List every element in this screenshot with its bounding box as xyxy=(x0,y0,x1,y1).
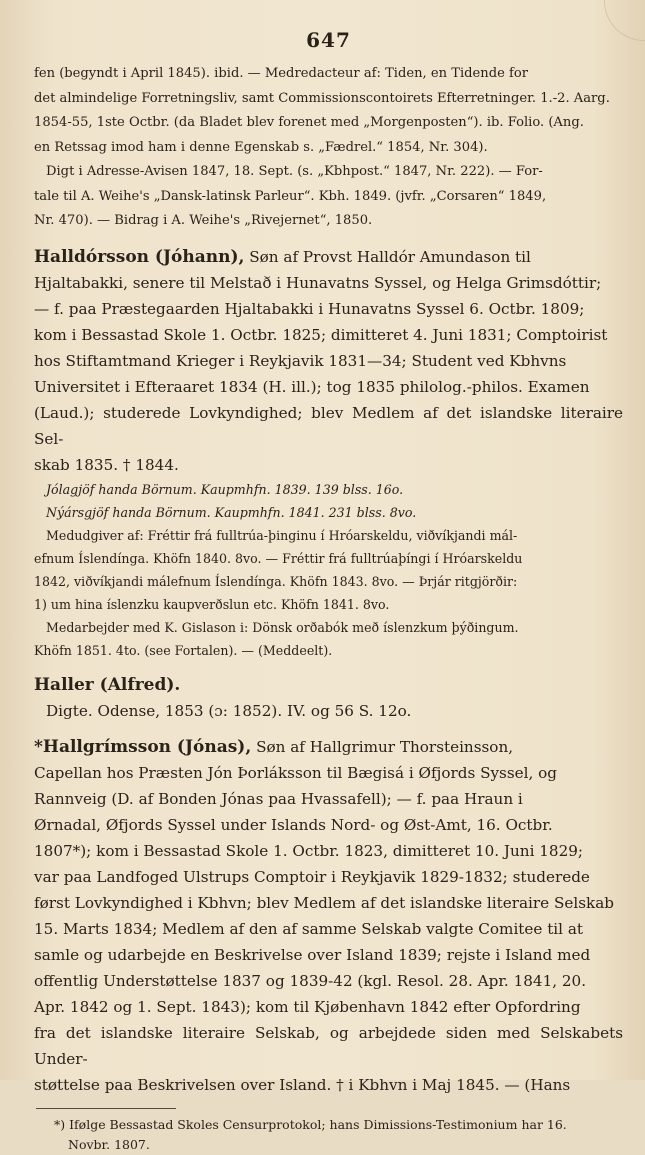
footnote-divider xyxy=(36,1108,176,1109)
bib-item: 1842, viðvíkjandi málefnum Íslendínga. Khöfn 1843. 8vo. — Þrjár ritgjörðir: xyxy=(34,573,518,589)
text-line: tale til A. Weihe's „Dansk-latinsk Parleur“. Kbh. 1849. (jvfr. „Corsaren“ 1849, xyxy=(34,188,547,204)
bib-item: Medarbejder med K. Gislason i: Dönsk orðabók með íslenzkum þýðingum. xyxy=(46,619,519,635)
entry-name: Halldórsson (Jóhann), xyxy=(34,246,245,267)
bibliography-halldorsson xyxy=(34,478,623,662)
text-line: — f. paa Præstegaarden Hjaltabakki i Hunavatns Syssel 6. Octbr. 1809; xyxy=(34,299,585,318)
bib-item: Medudgiver af: Fréttir frá fulltrúa-þinginu í Hróarskeldu, viðvíkjandi mál- xyxy=(46,527,518,543)
text-line: skab 1835. † 1844. xyxy=(34,455,179,474)
footnote xyxy=(34,1115,623,1155)
text-line: (Laud.); studerede Lovkyndighed; blev Medlem af det islandske literaire Sel- xyxy=(34,403,623,448)
intro-continuation xyxy=(34,62,623,234)
text-line: fra det islandske literaire Selskab, og arbejdede siden med Selskabets Under- xyxy=(34,1023,623,1068)
bib-item: Khöfn 1851. 4to. (see Fortalen). — (Meddeelt). xyxy=(34,642,333,658)
text-line: fen (begyndt i April 1845). ibid. — Medredacteur af: Tiden, en Tidende for xyxy=(34,66,528,81)
text-line: Universitet i Efteraaret 1834 (H. ill.); tog 1835 philolog.-philos. Examen xyxy=(34,377,590,396)
text-line: offentlig Understøttelse 1837 og 1839-42 (kgl. Resol. 28. Apr. 1841, 20. xyxy=(34,971,587,990)
text-line: Nr. 470). — Bidrag i A. Weihe's „Rivejernet“, 1850. xyxy=(34,213,373,228)
text-line: støttelse paa Beskrivelsen over Island. † i Kbhvn i Maj 1845. — (Hans xyxy=(34,1075,571,1094)
text-line: var paa Landfoged Ulstrups Comptoir i Reykjavik 1829-1832; studerede xyxy=(34,867,590,886)
text-line: først Lovkyndighed i Kbhvn; blev Medlem af det islandske literaire Selskab xyxy=(34,893,614,912)
text-line: kom i Bessastad Skole 1. Octbr. 1825; dimitteret 4. Juni 1831; Comptoirist xyxy=(34,325,608,344)
text-line: Capellan hos Præsten Jón Þorláksson til Bægisá i Øfjords Syssel, og xyxy=(34,763,558,782)
text-line: Rannveig (D. af Bonden Jónas paa Hvassafell); — f. paa Hraun i xyxy=(34,789,523,808)
text-line: 1854-55, 1ste Octbr. (da Bladet blev forenet med „Morgenposten“). ib. Folio. (Ang. xyxy=(34,115,584,130)
footnote-line: *) Ifølge Bessastad Skoles Censurprotokol; hans Dimissions-Testimonium har 16. xyxy=(54,1116,567,1132)
text-line: en Retssag imod ham i denne Egenskab s. „Fædrel.“ 1854, Nr. 304). xyxy=(34,139,488,155)
entry-hallgrimsson xyxy=(34,734,623,1098)
text-line: Apr. 1842 og 1. Sept. 1843); kom til Kjøbenhavn 1842 efter Opfordring xyxy=(34,997,581,1016)
text-line: Søn af Hallgrimur Thorsteinsson, xyxy=(256,737,514,756)
text-line: det almindelige Forretningsliv, samt Commissionscontoirets Efterretninger. 1.-2. Aarg. xyxy=(34,90,610,106)
text-line: Digte. Odense, 1853 (ɔ: 1852). IV. og 56 S. 12o. xyxy=(46,701,412,720)
footnote-line: Novbr. 1807. xyxy=(68,1136,150,1152)
entry-name: Haller (Alfred). xyxy=(34,674,181,695)
text-line: 1807*); kom i Bessastad Skole 1. Octbr. 1823, dimitteret 10. Juni 1829; xyxy=(34,841,584,860)
text-line: Hjaltabakki, senere til Melstað i Hunavatns Syssel, og Helga Grimsdóttir; xyxy=(34,273,602,292)
text-line: Ørnadal, Øfjords Syssel under Islands Nord- og Øst-Amt, 16. Octbr. xyxy=(34,815,553,834)
bib-item: efnum Íslendínga. Khöfn 1840. 8vo. — Fréttir frá fulltrúaþíngi í Hróarskeldu xyxy=(34,550,523,566)
text-line: samle og udarbejde en Beskrivelse over Island 1839; rejste i Island med xyxy=(34,945,591,964)
page-number: 647 xyxy=(306,28,351,52)
entry-haller xyxy=(34,672,623,724)
bib-item: Nýársgjöf handa Börnum. Kaupmhfn. 1841. 231 blss. 8vo. xyxy=(46,504,417,520)
entry-halldorsson xyxy=(34,244,623,478)
text-line: 15. Marts 1834; Medlem af den af samme Selskab valgte Comitee til at xyxy=(34,919,584,938)
entry-name: *Hallgrímsson (Jónas), xyxy=(34,736,252,757)
text-line: Søn af Provst Halldór Amundason til xyxy=(249,247,531,266)
bib-item: 1) um hina íslenzku kaupverðslun etc. Khöfn 1841. 8vo. xyxy=(34,596,390,612)
bib-item: Jólagjöf handa Börnum. Kaupmhfn. 1839. 139 blss. 16o. xyxy=(46,481,404,497)
text-line: Digt i Adresse-Avisen 1847, 18. Sept. (s. „Kbhpost.“ 1847, Nr. 222). — For- xyxy=(46,164,543,179)
text-line: hos Stiftamtmand Krieger i Reykjavik 1831—34; Student ved Kbhvns xyxy=(34,351,567,370)
